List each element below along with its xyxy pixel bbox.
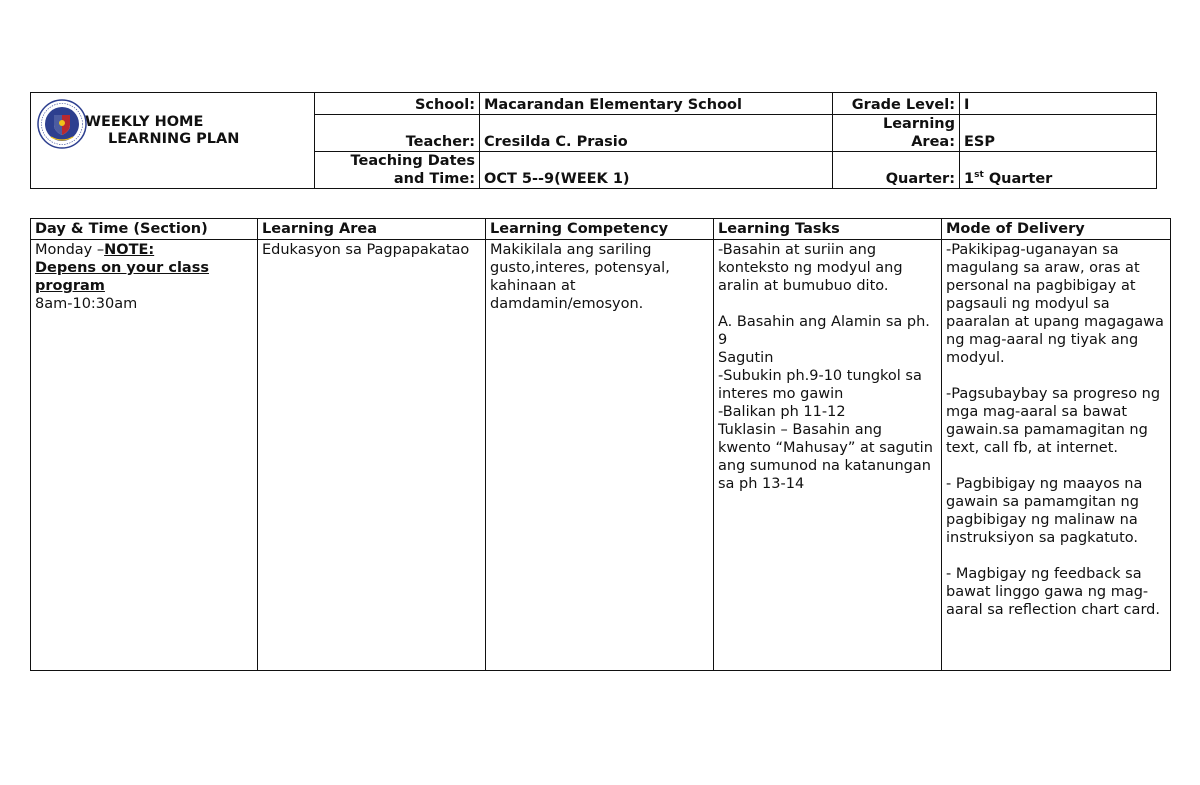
quarter-suffix: st — [974, 170, 984, 181]
header-table — [30, 92, 1157, 189]
task-item: Tuklasin – Basahin ang kwento “Mahusay” at sagutin ang sumunod na katanungan sa ph 13-14 — [718, 422, 933, 492]
quarter-label: Quarter: — [833, 152, 960, 189]
day-prefix: Monday – — [35, 242, 105, 258]
school-value: Macarandan Elementary School — [480, 93, 833, 115]
delivery-item: - Pagbibigay ng maayos na gawain sa pamamgitan ng pagbibigay ng malinaw na instruksiyon sa pagkatuto. — [946, 476, 1143, 546]
learning-plan-table — [30, 218, 1171, 671]
table-row — [31, 240, 1171, 671]
teaching-dates-label — [315, 152, 480, 189]
teaching-dates-label-line2: and Time: — [393, 171, 475, 187]
time-range: 8am-10:30am — [35, 296, 138, 312]
column-header-day-time: Day & Time (Section) — [31, 219, 258, 240]
plan-title-line2: LEARNING PLAN — [108, 131, 240, 147]
task-item: Sagutin — [718, 350, 774, 366]
learning-tasks-cell — [714, 240, 942, 671]
grade-level-label: Grade Level: — [833, 93, 960, 115]
day-time-cell — [31, 240, 258, 671]
learning-competency-cell: Makikilala ang sariling gusto,interes, potensyal, kahinaan at damdamin/emosyon. — [486, 240, 714, 671]
learning-area-label-line2: Area: — [911, 134, 955, 150]
column-header-learning-area: Learning Area — [258, 219, 486, 240]
learning-area-label — [833, 115, 960, 152]
task-item: A. Basahin ang Alamin sa ph. 9 — [718, 314, 930, 348]
note-label: NOTE: — [104, 242, 155, 258]
teaching-dates-label-line1: Teaching Dates — [350, 153, 475, 169]
learning-area-value: ESP — [960, 115, 1157, 152]
quarter-text: Quarter — [983, 171, 1053, 187]
task-item: -Balikan ph 11-12 — [718, 404, 846, 420]
delivery-item: - Magbigay ng feedback sa bawat linggo gawa ng mag-aaral sa reflection chart card. — [946, 566, 1160, 618]
teacher-value: Cresilda C. Prasio — [480, 115, 833, 152]
quarter-number: 1 — [964, 171, 975, 187]
grade-level-value: I — [960, 93, 1157, 115]
header-logo-cell — [31, 93, 315, 189]
deped-seal-icon — [37, 99, 87, 149]
column-header-learning-tasks: Learning Tasks — [714, 219, 942, 240]
teaching-dates-value: OCT 5--9(WEEK 1) — [480, 152, 833, 189]
delivery-item: -Pakikipag-uganayan sa magulang sa araw, oras at personal na pagbibigay at pagsauli ng modyul sa paaralan at upang magagawa ng mag-aaral ng tiyak ang modyul. — [946, 242, 1164, 366]
column-header-learning-competency: Learning Competency — [486, 219, 714, 240]
note-body: Depens on your class program — [35, 260, 209, 294]
school-label: School: — [315, 93, 480, 115]
delivery-item: -Pagsubaybay sa progreso ng mga mag-aaral sa bawat gawain.sa pamamagitan ng text, call fb, at internet. — [946, 386, 1161, 456]
task-item: -Basahin at suriin ang konteksto ng modyul ang aralin at bumubuo dito. — [718, 242, 903, 294]
teacher-label: Teacher: — [315, 115, 480, 152]
learning-area-label-line1: Learning — [882, 116, 955, 132]
task-item: -Subukin ph.9-10 tungkol sa interes mo gawin — [718, 368, 922, 402]
column-header-mode-of-delivery: Mode of Delivery — [942, 219, 1171, 240]
learning-area-cell: Edukasyon sa Pagpapakatao — [258, 240, 486, 671]
mode-of-delivery-cell — [942, 240, 1171, 671]
plan-title-line1: WEEKLY HOME — [85, 114, 204, 130]
quarter-value — [960, 152, 1157, 189]
